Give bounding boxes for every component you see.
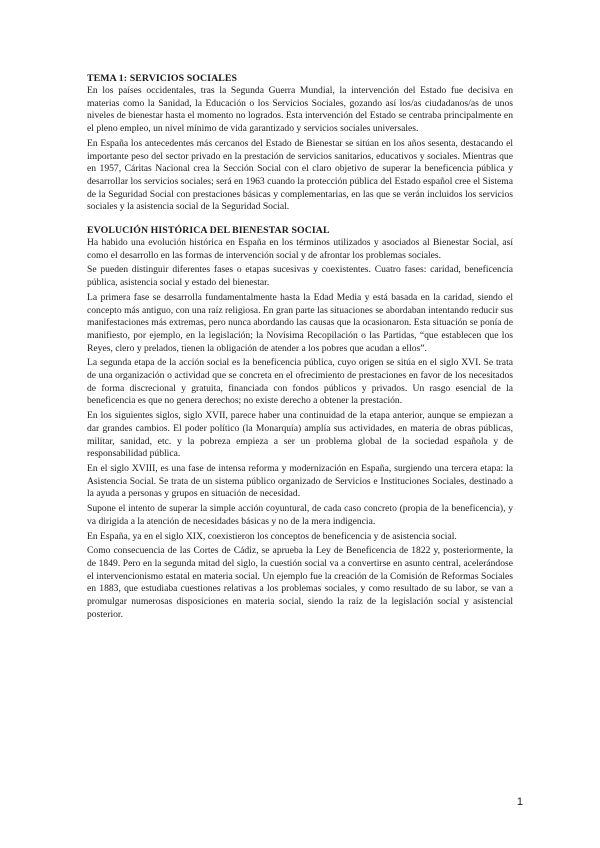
paragraph: La segunda etapa de la acción social es la beneficencia pública, cuyo origen se sitúa en el siglo XVI. Se trata de una organización o actividad que se concreta en el ofrecimiento de prestaciones en favor de los necesitados de forma discrecional y gratuita, financiada con fondos públicos y privados. Un rasgo esencial de la beneficencia es que no genera derechos; no existe derecho a obtener la prestación. <box>87 357 513 407</box>
paragraph: Ha habido una evolución histórica en España en los términos utilizados y asociados al Bienestar Social, así como el desarrollo en las formas de intervención social y de afrontar los problemas sociales. <box>87 237 513 261</box>
page-number: 1 <box>516 796 523 808</box>
section-title-evolucion-historica: EVOLUCIÓN HISTÓRICA DEL BIENESTAR SOCIAL <box>87 225 330 237</box>
paragraph: En los países occidentales, tras la Segunda Guerra Mundial, la intervención del Estado fue decisiva en materias como la Sanidad, la Educación o los Servicios Sociales, gozando así los/as ciudadanos/as de unos niveles de bienestar hasta el momento no logrados. Esta intervención del Estado se centraba principalmente en el pleno empleo, un nivel mínimo de vida garantizado y servicios sociales universales. <box>87 85 513 135</box>
paragraph: Supone el intento de superar la simple acción coyuntural, de cada caso concreto (propia de la beneficencia), y va dirigida a la atención de necesidades básicas y no de la mera indigencia. <box>87 503 513 527</box>
paragraph: En el siglo XVIII, es una fase de intensa reforma y modernización en España, surgiendo una tercera etapa: la Asistencia Social. Se trata de un sistema público organizado de Servicios e Instituciones Sociales, destinado a la ayuda a personas y grupos en situación de necesidad. <box>87 462 513 500</box>
section-title-servicios-sociales: TEMA 1: SERVICIOS SOCIALES <box>87 73 238 84</box>
paragraph: En los siguientes siglos, siglo XVII, parece haber una continuidad de la etapa anterior, aunque se empiezan a dar grandes cambios. El poder político (la Monarquía) amplía sus actividades, en materia de obras públicas, militar, sanidad, etc. y la pobreza empieza a ser un problema global de la sociedad española y de responsabilidad pública. <box>87 410 513 460</box>
paragraph: Se pueden distinguir diferentes fases o etapas sucesivas y coexistentes. Cuatro fases: caridad, beneficencia pública, asistencia social y estado del bienestar. <box>87 264 513 289</box>
paragraph: Como consecuencia de las Cortes de Cádiz, se aprueba la Ley de Beneficencia de 1822 y, posteriormente, la de 1849. Pero en la segunda mitad del siglo, la cuestión social va a convertirse en asunto central, acelerándose el intervencionismo estatal en materia social. Un ejemplo fue la creación de la Comisión de Reformas Sociales en 1883, que estudiaba cuestiones relativas a los problemas sociales, y como resultado de su labor, se van a promulgar numerosas disposiciones en materia social, siendo la raíz de la legislación social y asistencial posterior. <box>87 545 513 620</box>
paragraph: En España, ya en el siglo XIX, coexistieron los conceptos de beneficencia y de asistencia social. <box>87 530 457 542</box>
paragraph: La primera fase se desarrolla fundamentalmente hasta la Edad Media y está basada en la caridad, siendo el concepto más antiguo, con una raíz religiosa. En gran parte las situaciones se abordaban intentando reducir sus manifestaciones más extremas, pero nunca abordando las causas que la ocasionaron. Esta situación se ponía de manifiesto, por ejemplo, en la legislación; la Novísima Recopilación o las Partidas, “que establecen que los Reyes, clero y prelados, tienen la obligación de atender a los pobres que acudan a ellos”. <box>87 291 513 354</box>
page-content <box>87 72 513 623</box>
paragraph: En España los antecedentes más cercanos del Estado de Bienestar se sitúan en los años sesenta, destacando el importante peso del sector privado en la prestación de servicios sanitarios, educativos y sociales. Mientras que en 1957, Cáritas Nacional crea la Sección Social con el claro objetivo de superar la beneficencia pública y desarrollar los servicios sociales; será en 1963 cuando la protección pública del Estado español cree el Sistema de la Seguridad Social con prestaciones básicas y complementarias, en las que se verán incluidos los servicios sociales y la asistencia social de la Seguridad Social. <box>87 137 513 213</box>
